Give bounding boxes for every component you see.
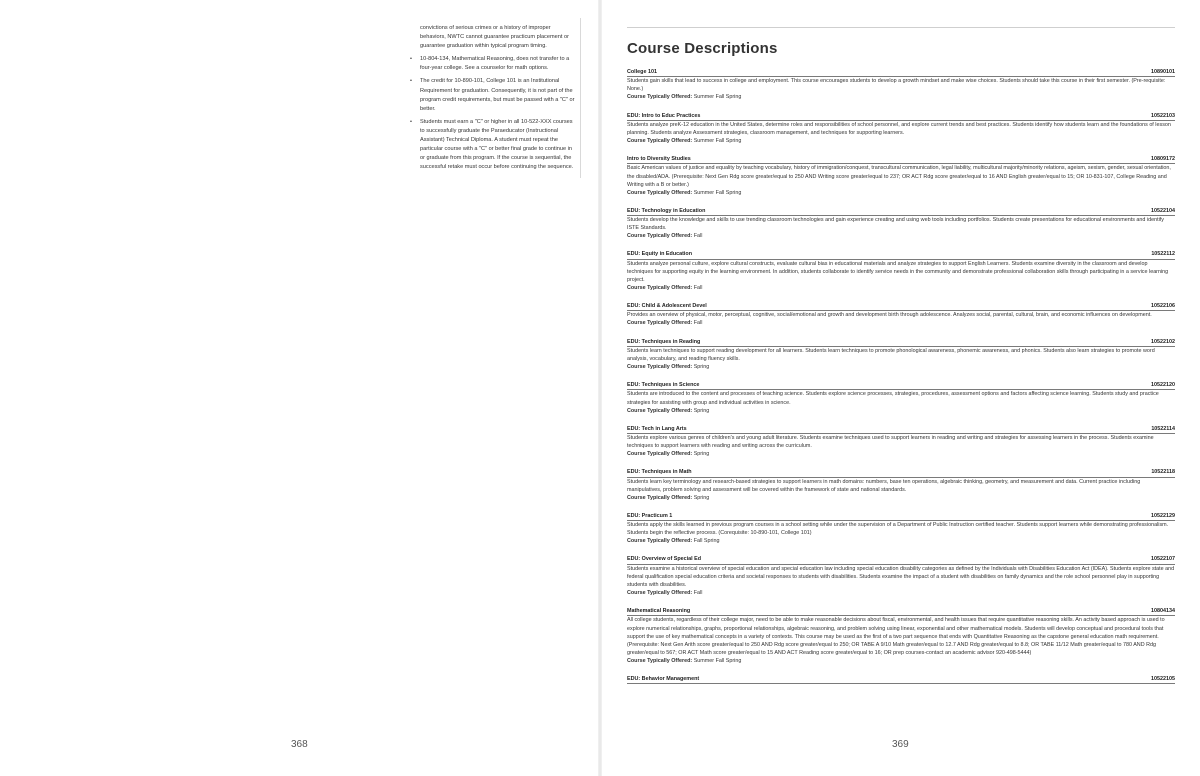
course-title: EDU: Techniques in Reading <box>627 338 701 345</box>
course-entry <box>627 676 1175 684</box>
course-code: 10522129 <box>1151 512 1175 519</box>
course-entry <box>627 208 1175 241</box>
course-offered <box>627 319 1175 327</box>
course-title: Mathematical Reasoning <box>627 608 691 615</box>
course-code: 10804134 <box>1151 608 1175 615</box>
offered-label: Course Typically Offered: <box>627 407 693 414</box>
course-title: EDU: Tech in Lang Arts <box>627 425 687 432</box>
course-list <box>627 69 1175 695</box>
notes-bullet-item <box>398 77 576 113</box>
course-offered <box>627 232 1175 240</box>
offered-terms: Summer Fall Spring <box>693 657 742 664</box>
course-title: EDU: Techniques in Math <box>627 469 692 476</box>
offered-terms: Spring <box>693 494 710 501</box>
course-header <box>627 113 1175 121</box>
course-offered <box>627 284 1175 292</box>
course-code: 10522103 <box>1151 112 1175 119</box>
offered-terms: Summer Fall Spring <box>693 94 742 101</box>
course-description: Students gain skills that lead to success in college and employment. This course encourages students to develop a growth mindset and make wise choices. Students should take this course in their first semester. (Pre-requisite: None.) <box>627 78 1166 93</box>
course-code: 10522105 <box>1151 675 1175 682</box>
course-title: EDU: Behavior Management <box>627 675 700 682</box>
course-code: 10522112 <box>1151 251 1175 258</box>
course-offered <box>627 450 1175 458</box>
offered-label: Course Typically Offered: <box>627 364 693 371</box>
course-code: 10522106 <box>1151 303 1175 310</box>
notes-bullet-list <box>398 55 576 172</box>
offered-label: Course Typically Offered: <box>627 590 693 597</box>
course-description: Students analyze preK-12 education in the United States, determine roles and responsibilities of school personnel, and explore current trends and best practices. Students identify how students learn and the foundations of lesson planning. Students analyze Assessment strategies, classroom management, and techniques for supporting learners. <box>627 121 1171 136</box>
course-code: 10522118 <box>1151 469 1175 476</box>
course-code: 10522104 <box>1151 207 1175 214</box>
offered-label: Course Typically Offered: <box>627 657 693 664</box>
page-title: Course Descriptions <box>627 40 778 57</box>
course-title: EDU: Equity in Education <box>627 251 692 258</box>
course-code: 10522102 <box>1151 338 1175 345</box>
top-divider <box>627 27 1175 28</box>
offered-label: Course Typically Offered: <box>627 320 693 327</box>
course-description: Students learn techniques to support reading development for all learners. Students learn techniques to promote phonological awareness, phonemic awareness, and phonics. Students also learn strategies to promote word analysis, vocabulary, and reading fluency skills. <box>627 347 1155 362</box>
course-description: Students are introduced to the content and processes of teaching science. Students explore science processes, strategies, procedures, assessment options and factors affecting science learning. Students study and practice strategies for assisting with group and individual activities in science. <box>627 391 1159 406</box>
course-header <box>627 339 1175 347</box>
course-header <box>627 208 1175 216</box>
course-header <box>627 426 1175 434</box>
offered-terms: Fall <box>693 233 703 240</box>
course-title: Intro to Diversity Studies <box>627 156 691 163</box>
left-notes-column <box>398 18 581 178</box>
course-header <box>627 156 1175 164</box>
left-page <box>0 0 598 776</box>
course-entry <box>627 469 1175 502</box>
course-description: All college students, regardless of their college major, need to be able to make reasonable decisions about fiscal, environmental, and health issues that require quantitative reasoning skills. An activity based approach is used to explore numerical relationships, graphs, proportional relationships, algebraic reasoning, and problem solving using linear, exponential and other mathematical models. Students will develop conceptual and procedural tools that support the use of key mathematical concepts in a variety of contexts. This course may be used as the first of a two part sequence that ends with Quantitative Reasoning as the capstone general education math requirement. (Prerequisite: Next Gen Arith score greater/equal to 250 AND Rdg score greater/equal to 250; OR TABE A 9/10 Math greater/equal to 12.7 AND Rdg greater/equal to 8.8; OR TABE 11/12 Math greater/equal to 780 AND Rdg greater/equal to 567; OR ACT Math score greater/equal to 15 AND ACT Reading score greater/equal to 16; OR prep courses-contact an academic advisor 920-498-5444) <box>627 617 1165 656</box>
offered-terms: Spring <box>693 407 710 414</box>
course-header <box>627 608 1175 616</box>
notes-bullet-text: 10-804-134, Mathematical Reasoning, does not transfer to a four-year college. See a counselor for math options. <box>420 56 570 72</box>
offered-label: Course Typically Offered: <box>627 94 693 101</box>
course-offered <box>627 657 1175 665</box>
course-entry <box>627 426 1175 459</box>
course-code: 10890101 <box>1151 69 1175 75</box>
course-title: EDU: Overview of Special Ed <box>627 556 701 563</box>
course-header <box>627 556 1175 564</box>
notes-bullet-item <box>398 118 576 173</box>
course-description: Students explore various genres of children's and young adult literature. Students examine techniques used to support learners in reading and writing and strategies for assessing learners in the process. Students examine techniques to support learners with reading and writing across the curriculum. <box>627 435 1154 450</box>
course-description: Students develop the knowledge and skills to use trending classroom technologies and gain experience creating and using web tools including portfolios. Students create presentations for educational environments and identify ISTE Standards. <box>627 217 1165 232</box>
page-number-left: 368 <box>291 739 308 750</box>
notes-bullet-item <box>398 55 576 73</box>
course-code: 10522114 <box>1151 425 1175 432</box>
notes-bullet-text: The credit for 10-890-101, College 101 is an Institutional Requirement for graduation. Consequently, it is not part of the program credit requirements, but must be passed with a "C" or better. <box>420 78 575 112</box>
course-title: College 101 <box>627 69 657 75</box>
offered-terms: Fall Spring <box>693 538 720 545</box>
course-offered <box>627 93 1175 101</box>
offered-label: Course Typically Offered: <box>627 494 693 501</box>
course-description: Students learn key terminology and research-based strategies to support learners in math domains: numbers, base ten operations, algebraic thinking, geometry, and measurement and data. Current practice including manipulatives, problem solving and assessment will be covered within the framework of state and national standards. <box>627 478 1141 493</box>
course-entry <box>627 113 1175 146</box>
bullet-icon: • <box>410 78 412 85</box>
offered-terms: Fall <box>693 590 703 597</box>
course-title: EDU: Techniques in Science <box>627 382 700 389</box>
offered-terms: Summer Fall Spring <box>693 189 742 196</box>
bullet-icon: • <box>410 118 412 125</box>
offered-label: Course Typically Offered: <box>627 284 693 291</box>
course-entry <box>627 303 1175 327</box>
notes-lead-text: convictions of serious crimes or a history of improper behaviors, NWTC cannot guarantee practicum placement or guarantee graduation within typical program timing. <box>420 25 569 50</box>
offered-terms: Spring <box>693 451 710 458</box>
course-header <box>627 676 1175 684</box>
course-header <box>627 469 1175 477</box>
right-page <box>602 0 1200 776</box>
course-header <box>627 513 1175 521</box>
course-description: Students examine a historical overview of special education and special education law including special education disability categories as defined by the Individuals with Disabilities Education Act (IDEA). Students explore state and federal qualification special education criteria and societal responses to students with disabilities. Students examine the impact of a student with disabilities on family dynamics and the role school personnel play in supporting students with disabilities. <box>627 565 1175 588</box>
page-number-right: 369 <box>892 739 909 750</box>
offered-label: Course Typically Offered: <box>627 451 693 458</box>
course-header <box>627 69 1175 77</box>
course-entry <box>627 156 1175 197</box>
course-code: 10522107 <box>1151 556 1175 563</box>
course-offered <box>627 407 1175 415</box>
course-entry <box>627 69 1175 102</box>
course-offered <box>627 189 1175 197</box>
course-title: EDU: Child & Adolescent Devel <box>627 303 707 310</box>
course-header <box>627 251 1175 259</box>
course-offered <box>627 494 1175 502</box>
course-description: Provides an overview of physical, motor, perceptual, cognitive, social/emotional and growth and development birth through adolescence. Analyzes social, parental, cultural, brain, and economic influences on development. <box>627 312 1152 319</box>
course-entry <box>627 339 1175 372</box>
course-description: Students apply the skills learned in previous program courses in a school setting while under the supervision of a Department of Public Instruction certified teacher. Students support learners while demonstrating professionalism. Students begin the reflective process. (Corequisite: 10-890-101, College 101) <box>627 522 1169 537</box>
course-entry <box>627 608 1175 665</box>
course-description: Basic American values of justice and equality by teaching vocabulary, history of immigration/conquest, transcultural communication, legal liability, multicultural majority/minority relations, ageism, sexism, gender, sexual orientation, the disabled/ADA. (Prerequisite: Next Gen Rdg score greater/equal to 250 AND Writing score greater/equal to 237; OR ACT Rdg score greater/equal to 16 AND English greater/equal to 15; OR 10-831-107, College Reading and Writing with a B or better.) <box>627 165 1171 188</box>
course-offered <box>627 589 1175 597</box>
bullet-icon: • <box>410 56 412 63</box>
offered-terms: Spring <box>693 364 710 371</box>
course-title: EDU: Technology in Education <box>627 207 706 214</box>
course-header <box>627 303 1175 311</box>
course-code: 10522120 <box>1151 382 1175 389</box>
course-title: EDU: Practicum 1 <box>627 512 673 519</box>
course-entry <box>627 382 1175 415</box>
offered-terms: Fall <box>693 284 703 291</box>
course-entry <box>627 556 1175 597</box>
course-offered <box>627 363 1175 371</box>
offered-label: Course Typically Offered: <box>627 189 693 196</box>
course-offered <box>627 137 1175 145</box>
course-title: EDU: Intro to Educ Practices <box>627 112 701 119</box>
course-header <box>627 382 1175 390</box>
course-offered <box>627 537 1175 545</box>
course-entry <box>627 513 1175 546</box>
course-code: 10809172 <box>1151 156 1175 163</box>
course-entry <box>627 251 1175 292</box>
offered-label: Course Typically Offered: <box>627 538 693 545</box>
offered-label: Course Typically Offered: <box>627 138 693 145</box>
course-description: Students analyze personal culture, explore cultural constructs, evaluate cultural bias in educational materials and analyze strategies to support English Learners. Students examine diversity in the classroom and develop techniques for supporting equity in the learning environment. In addition, students collaborate to identify service needs in the community and demonstrate professional collaboration skills through participating in a service learning project. <box>627 260 1169 283</box>
offered-label: Course Typically Offered: <box>627 233 693 240</box>
offered-terms: Fall <box>693 320 703 327</box>
offered-terms: Summer Fall Spring <box>693 138 742 145</box>
notes-bullet-text: Students must earn a "C" or higher in all 10-522-XXX courses to successfully graduate the Paraeducator (Instructional Assistant) Technical Diploma. A student must repeat the particular course with a "C" or better final grade to continue in or graduate from this program. If the course is sequential, the successful retake must occur before continuing the sequence. <box>420 118 574 171</box>
